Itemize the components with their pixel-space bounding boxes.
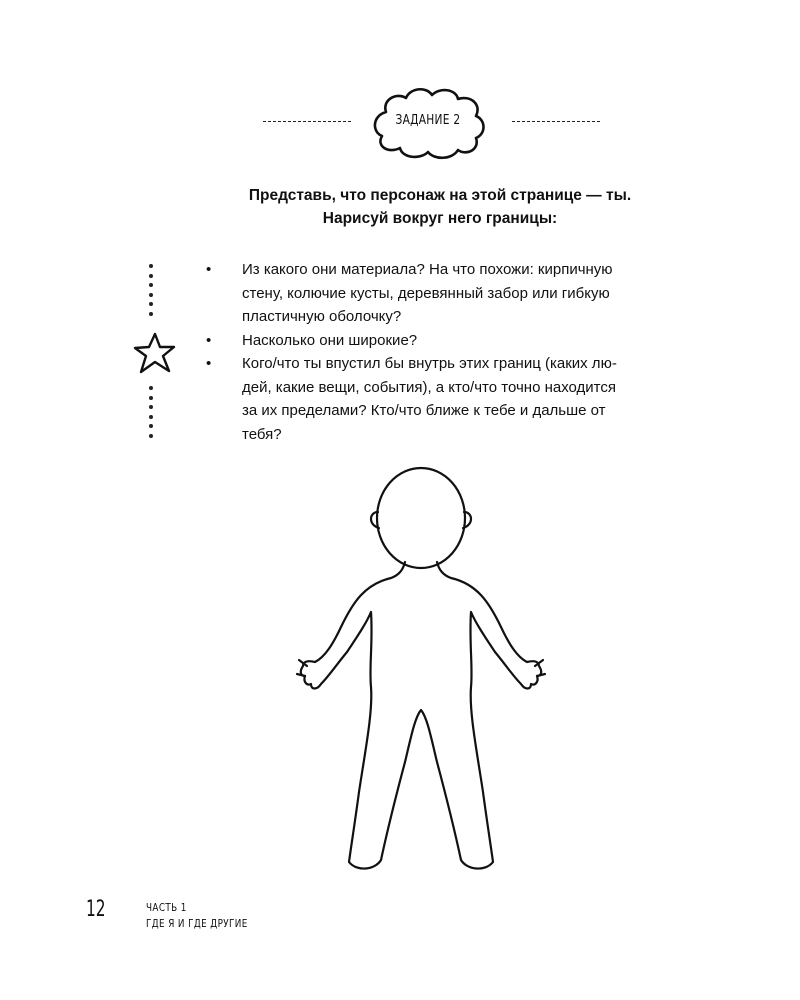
instruction-line-1: Представь, что персонаж на этой странице — ты. bbox=[248, 187, 632, 204]
list-item-line: Из какого они материала? На что похожи: кирпичную bbox=[242, 261, 613, 278]
list-item-line: стену, колючие кусты, деревянный забор или гибкую bbox=[242, 284, 610, 302]
list-item-line: пластичную оболочку? bbox=[242, 308, 402, 325]
instruction-line-2: Нарисуй вокруг него границы: bbox=[322, 210, 558, 227]
left-dashed-divider bbox=[263, 121, 351, 122]
bullet-marker: • bbox=[206, 331, 212, 349]
list-item-line: тебя? bbox=[242, 425, 282, 443]
footer-part: ЧАСТЬ 1 bbox=[146, 901, 187, 914]
list-item-line: за их пределами? Кто/что ближе к тебе и дальше от bbox=[242, 402, 606, 419]
footer-section: ГДЕ Я И ГДЕ ДРУГИЕ bbox=[146, 917, 248, 930]
instruction-heading bbox=[150, 184, 730, 230]
person-outline-drawing bbox=[295, 462, 550, 882]
question-list bbox=[204, 258, 700, 446]
task-label: ЗАДАНИЕ 2 bbox=[395, 113, 461, 128]
list-item-line: Кого/что ты впустил бы внутрь этих границ (каких лю- bbox=[242, 355, 617, 372]
list-item bbox=[204, 352, 700, 446]
list-item-line: дей, какие вещи, события), а кто/что точно находится bbox=[242, 378, 617, 396]
list-item bbox=[204, 329, 700, 353]
dotted-line-bottom bbox=[149, 386, 155, 443]
bullet-marker: • bbox=[206, 261, 212, 278]
page-number: 12 bbox=[86, 897, 106, 922]
bullet-marker: • bbox=[206, 355, 212, 372]
right-dashed-divider bbox=[512, 121, 600, 122]
running-footer bbox=[146, 900, 248, 932]
star-icon bbox=[131, 331, 177, 375]
list-item bbox=[204, 258, 700, 329]
dotted-line-top bbox=[149, 264, 155, 321]
list-item-line: Насколько они широкие? bbox=[242, 331, 418, 349]
